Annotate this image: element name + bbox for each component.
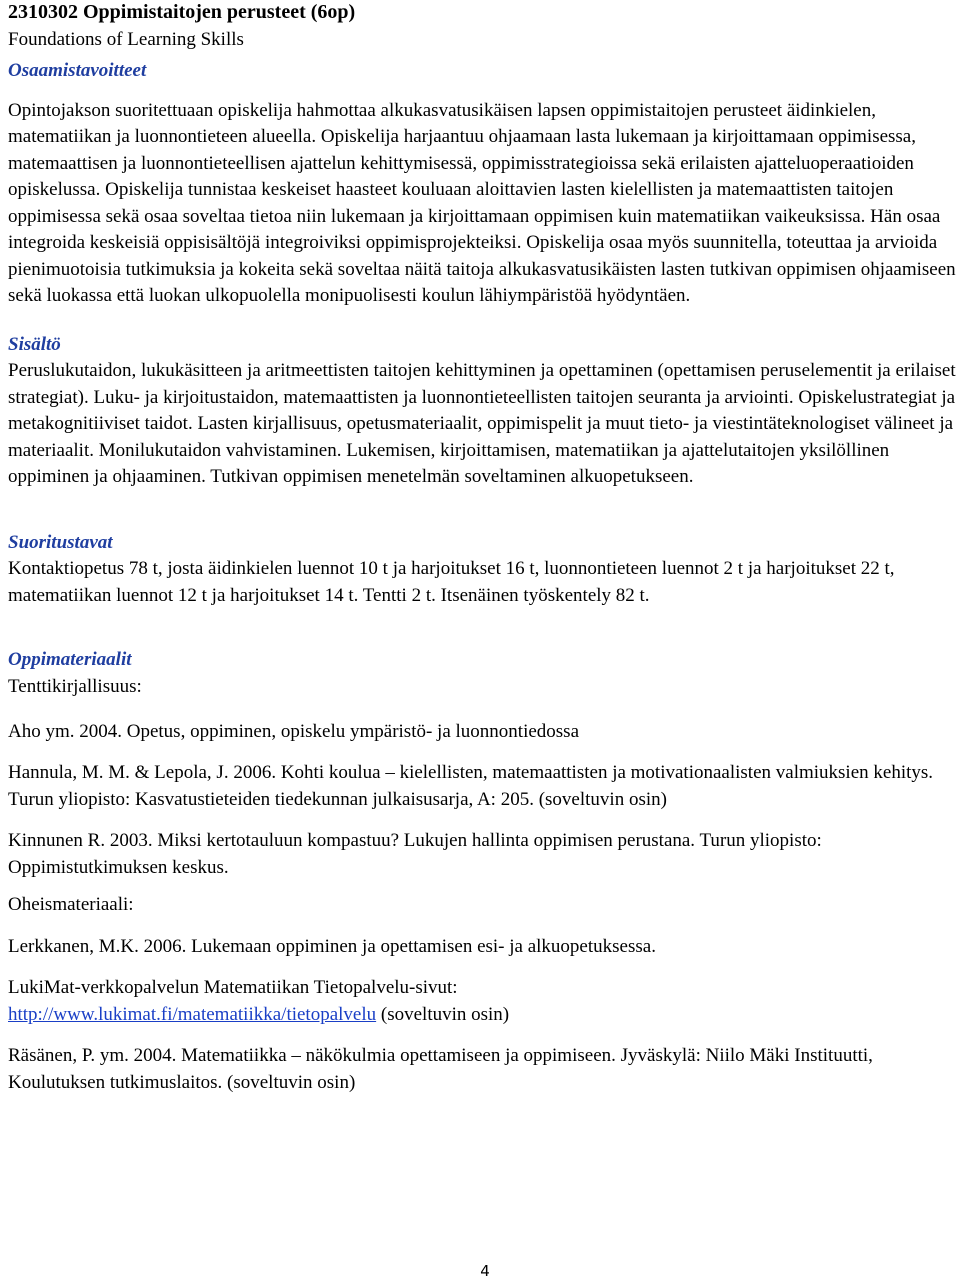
heading-oppimateriaalit: Oppimateriaalit: [8, 649, 132, 670]
lukimat-line: LukiMat-verkkopalvelun Matematiikan Tietopalvelu-sivut:: [8, 977, 458, 998]
heading-sisalto: Sisältö: [8, 333, 61, 355]
reference-item: Aho ym. 2004. Opetus, oppiminen, opiskelu ympäristö- ja luonnontiedossa: [8, 720, 580, 742]
course-title: 2310302 Oppimistaitojen perusteet (6op): [8, 1, 356, 23]
reference-item-lukimat: [8, 975, 958, 1028]
osaamistavoitteet-text: Opintojakson suoritettuaan opiskelija hahmottaa alkukasvatusikäisen lapsen oppimistaitojen perusteet äidinkielen, matematiikan ja luonnontieteen alueella. Opiskelija harjaantuu ohjaamaan lasta lukemaan ja kirjoittamaan oppimisessa, matemaattisen ja luonnontieteellisen ajattelun kehittymisessä, oppimisstrategioissa sekä erilaisten ajatteluoperaatioiden opiskelussa. Opiskelija tunnistaa keskeiset haasteet kouluaan aloittavien lasten kielellisten ja matemaattisten taitojen oppimisessa sekä osaa soveltaa tietoa niin lukemaan ja kirjoittamaan oppimisen kuin matematiikan vaikeuksissa. Hän osaa integroida keskeisiä oppisisältöjä integroiviksi oppimisprojekteiksi. Opiskelija osaa myös suunnitella, toteuttaa ja arvioida pienimuotoisia tutkimuksia ja kokeita sekä soveltaa näitä taitoja alkukasvatusikäisten lasten tutkivan oppimisen ohjaamiseen sekä luokassa että luokan ulkopuolella monipuolisesti koulun lähiympäristöä hyödyntäen.: [8, 99, 956, 306]
oheismateriaali-label: Oheismateriaali:: [8, 894, 134, 915]
lukimat-suffix: (soveltuvin osin): [376, 1003, 510, 1025]
heading-suoritustavat: Suoritustavat: [8, 531, 113, 553]
suoritustavat-text: Kontaktiopetus 78 t, josta äidinkielen luennot 10 t ja harjoitukset 16 t, luonnontieteen luennot 2 t ja harjoitukset 22 t, matematiikan luennot 12 t ja harjoitukset 14 t. Tentti 2 t. Itsenäinen työskentely 82 t.: [8, 558, 895, 606]
lukimat-link[interactable]: http://www.lukimat.fi/matematiikka/tietopalvelu: [8, 1003, 377, 1025]
course-subtitle: Foundations of Learning Skills: [8, 29, 244, 50]
reference-item: Räsänen, P. ym. 2004. Matematiikka – näkökulmia opettamiseen ja oppimiseen. Jyväskylä: Niilo Mäki Instituutti, Koulutuksen tutkimuslaitos. (soveltuvin osin): [8, 1045, 873, 1093]
page-number: 4: [480, 1262, 490, 1280]
document-page: [8, 0, 958, 1096]
reference-item: Kinnunen R. 2003. Miksi kertotauluun kompastuu? Lukujen hallinta oppimisen perustana. Turun yliopisto: Oppimistutkimuksen keskus.: [8, 830, 822, 878]
sisalto-text: Peruslukutaidon, lukukäsitteen ja aritmeettisten taitojen kehittyminen ja opettaminen (opettamisen peruselementit ja erilaiset strategiat). Luku- ja kirjoitustaidon, matemaattisten ja luonnontieteellisten taitojen seuranta ja arviointi. Opiskelustrategiat ja metakognitiiviset taidot. Lasten kirjallisuus, opetusmateriaalit, oppimispelit ja muut tieto- ja viestintäteknologiset välineet ja materiaalit. Monilukutaidon vahvistaminen. Lukemisen, kirjoittamisen, matematiikan ja ajattelutaitojen yksilöllinen oppiminen ja ohjaaminen. Tutkivan oppimisen menetelmän soveltaminen alkuopetukseen.: [8, 360, 956, 487]
reference-item: Lerkkanen, M.K. 2006. Lukemaan oppiminen ja opettamisen esi- ja alkuopetuksessa.: [8, 935, 656, 957]
tenttikirjallisuus-label: Tenttikirjallisuus:: [8, 676, 142, 697]
heading-osaamistavoitteet: Osaamistavoitteet: [8, 60, 147, 81]
reference-item: Hannula, M. M. & Lepola, J. 2006. Kohti koulua – kielellisten, matemaattisten ja motivationaalisten valmiuksien kehitys. Turun yliopisto: Kasvatustieteiden tiedekunnan julkaisusarja, A: 205. (soveltuvin osin): [8, 762, 934, 810]
